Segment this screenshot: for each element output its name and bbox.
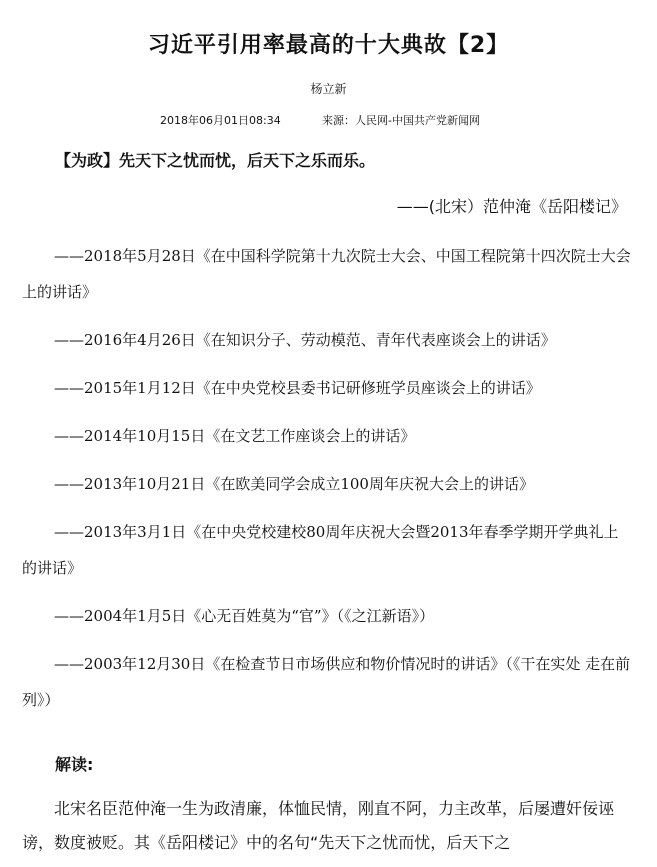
interpretation-text: 北宋名臣范仲淹一生为政清廉，体恤民情，刚直不阿，力主改革，后屡遭奸佞诬谤，数度被贬。其《岳阳楼记》中的名句“先天下之忧而忧，后天下之 xyxy=(22,799,615,852)
citation-item: ——2004年1月5日《心无百姓莫为“官”》（《之江新语》） xyxy=(54,607,435,625)
citation-item: ——2013年3月1日《在中央党校建校80周年庆祝大会暨2013年春季学期开学典礼上的讲话》 xyxy=(22,523,619,577)
citation-list xyxy=(22,238,632,730)
quote-attribution: ——(北宋）范仲淹《岳阳楼记》 xyxy=(396,197,627,216)
article-source[interactable]: 来源：人民网-中国共产党新闻网 xyxy=(322,114,480,127)
article-title: 习近平引用率最高的十大典故【2】 xyxy=(147,33,510,58)
citation-item: ——2013年10月21日《在欧美同学会成立100周年庆祝大会上的讲话》 xyxy=(54,475,534,493)
author-name[interactable]: 杨立新 xyxy=(310,82,347,96)
citation-item: ——2015年1月12日《在中央党校县委书记研修班学员座谈会上的讲话》 xyxy=(54,379,541,397)
publish-datetime: 2018年06月01日08:34 xyxy=(160,114,281,127)
citation-item: ——2014年10月15日《在文艺工作座谈会上的讲话》 xyxy=(54,427,416,445)
citation-item: ——2018年5月28日《在中国科学院第十九次院士大会、中国工程院第十四次院士大会上的讲话》 xyxy=(22,247,631,301)
citation-item: ——2016年4月26日《在知识分子、劳动模范、青年代表座谈会上的讲话》 xyxy=(54,331,556,349)
quote-heading: 【为政】先天下之忧而忧，后天下之乐而乐。 xyxy=(55,151,376,170)
interpretation-label: 解读: xyxy=(55,755,94,774)
citation-item: ——2003年12月30日《在检查节日市场供应和物价情况时的讲话》（《干在实处 走在前列》） xyxy=(22,655,631,709)
